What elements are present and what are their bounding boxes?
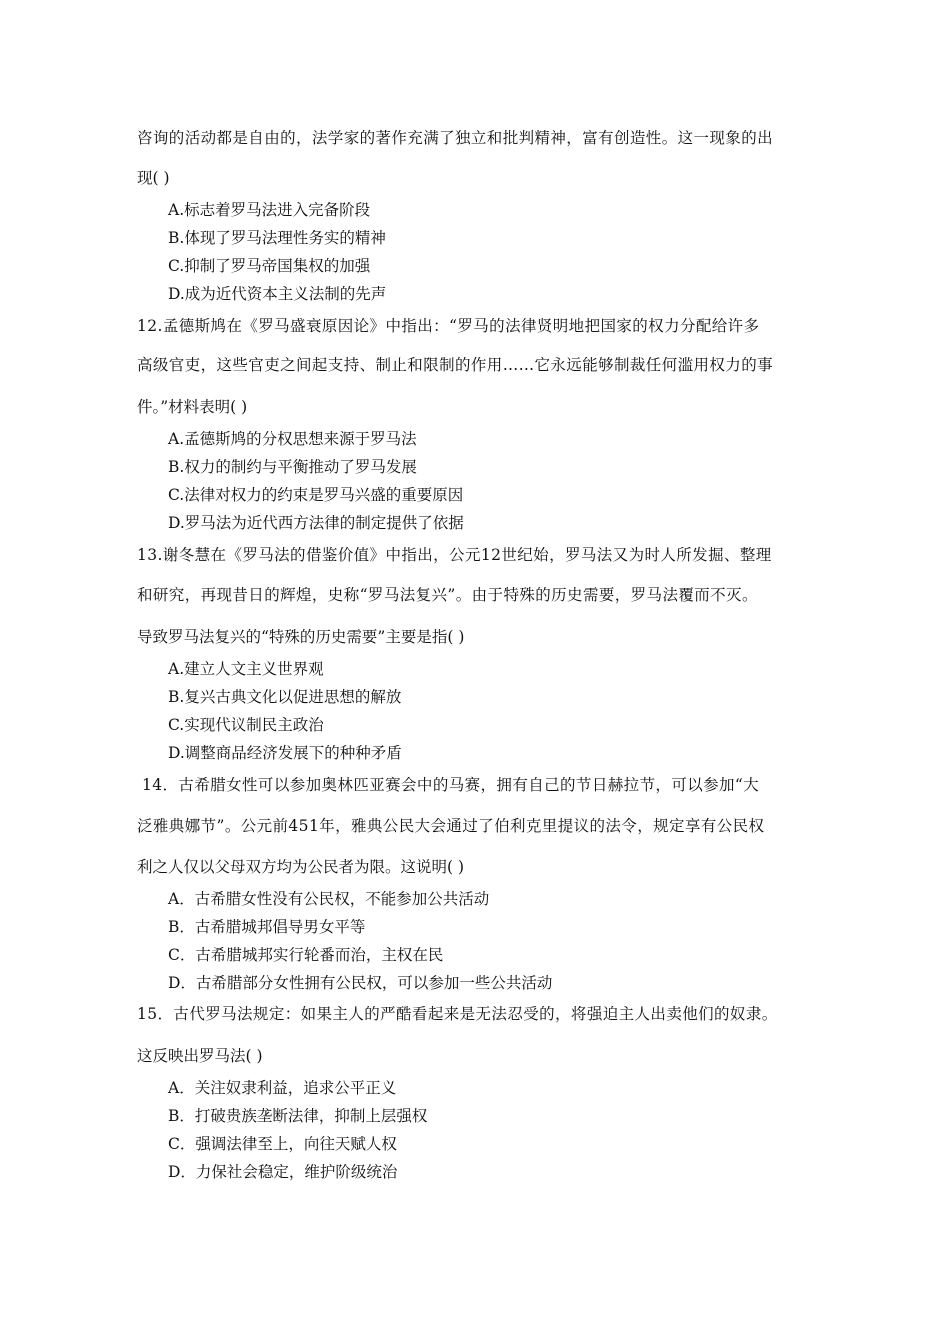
- q13-option-b: B.复兴古典文化以促进思想的解放: [168, 688, 402, 706]
- q15-option-d: D．力保社会稳定，维护阶级统治: [168, 1163, 398, 1181]
- q14-option-d: D．古希腊部分女性拥有公民权，可以参加一些公共活动: [168, 974, 553, 992]
- q11-stem-line-1: 咨询的活动都是自由的，法学家的著作充满了独立和批判精神，富有创造性。这一现象的出: [137, 129, 774, 147]
- q15-option-b: B．打破贵族垄断法律，抑制上层强权: [168, 1107, 428, 1125]
- q13-option-c: C.实现代议制民主政治: [168, 716, 324, 734]
- q14-option-a: A．古希腊女性没有公民权，不能参加公共活动: [168, 890, 490, 908]
- q11-option-c: C.抑制了罗马帝国集权的加强: [168, 257, 371, 275]
- q12-stem-line-3: 件。”材料表明( ): [137, 398, 248, 416]
- q12-stem-line-1: 12.孟德斯鸠在《罗马盛衰原因论》中指出：“罗马的法律贤明地把国家的权力分配给许多: [137, 317, 760, 335]
- q14-option-b: B．古希腊城邦倡导男女平等: [168, 918, 366, 936]
- q14-stem-line-1: 14．古希腊女性可以参加奥林匹亚赛会中的马赛，拥有自己的节日赫拉节，可以参加“大: [142, 776, 760, 794]
- q11-option-a: A.标志着罗马法进入完备阶段: [168, 201, 371, 219]
- q12-option-b: B.权力的制约与平衡推动了罗马发展: [168, 458, 417, 476]
- q12-option-c: C.法律对权力的约束是罗马兴盛的重要原因: [168, 486, 464, 504]
- q13-stem-line-2: 和研究，再现昔日的辉煌，史称“罗马法复兴”。由于特殊的历史需要，罗马法覆而不灭。: [137, 586, 758, 604]
- q13-option-a: A.建立人文主义世界观: [168, 660, 324, 678]
- q15-stem-line-1: 15．古代罗马法规定：如果主人的严酷看起来是无法忍受的，将强迫主人出卖他们的奴隶。: [137, 1005, 778, 1023]
- q15-option-c: C．强调法律至上，向往天赋人权: [168, 1135, 397, 1153]
- q12-option-d: D.罗马法为近代西方法律的制定提供了依据: [168, 514, 464, 532]
- q14-option-c: C．古希腊城邦实行轮番而治，主权在民: [168, 946, 444, 964]
- q12-stem-line-2: 高级官吏，这些官吏之间起支持、制止和限制的作用……它永远能够制裁任何滥用权力的事: [137, 356, 774, 374]
- q15-stem-line-2: 这反映出罗马法( ): [137, 1047, 263, 1065]
- q13-option-d: D.调整商品经济发展下的种种矛盾: [168, 744, 402, 762]
- q11-stem-line-2: 现( ): [137, 169, 170, 187]
- q14-stem-line-2: 泛雅典娜节”。公元前451年，雅典公民大会通过了伯利克里提议的法令，规定享有公民权: [137, 817, 765, 835]
- q15-option-a: A．关注奴隶利益，追求公平正义: [168, 1079, 397, 1097]
- q11-option-b: B.体现了罗马法理性务实的精神: [168, 229, 386, 247]
- q12-option-a: A.孟德斯鸠的分权思想来源于罗马法: [168, 430, 417, 448]
- q13-stem-line-3: 导致罗马法复兴的“特殊的历史需要”主要是指( ): [137, 628, 465, 646]
- q11-option-d: D.成为近代资本主义法制的先声: [168, 285, 387, 303]
- q13-stem-line-1: 13.谢冬慧在《罗马法的借鉴价值》中指出，公元12世纪始，罗马法又为时人所发掘、整理: [137, 546, 772, 564]
- q14-stem-line-3: 利之人仅以父母双方均为公民者为限。这说明( ): [137, 858, 465, 876]
